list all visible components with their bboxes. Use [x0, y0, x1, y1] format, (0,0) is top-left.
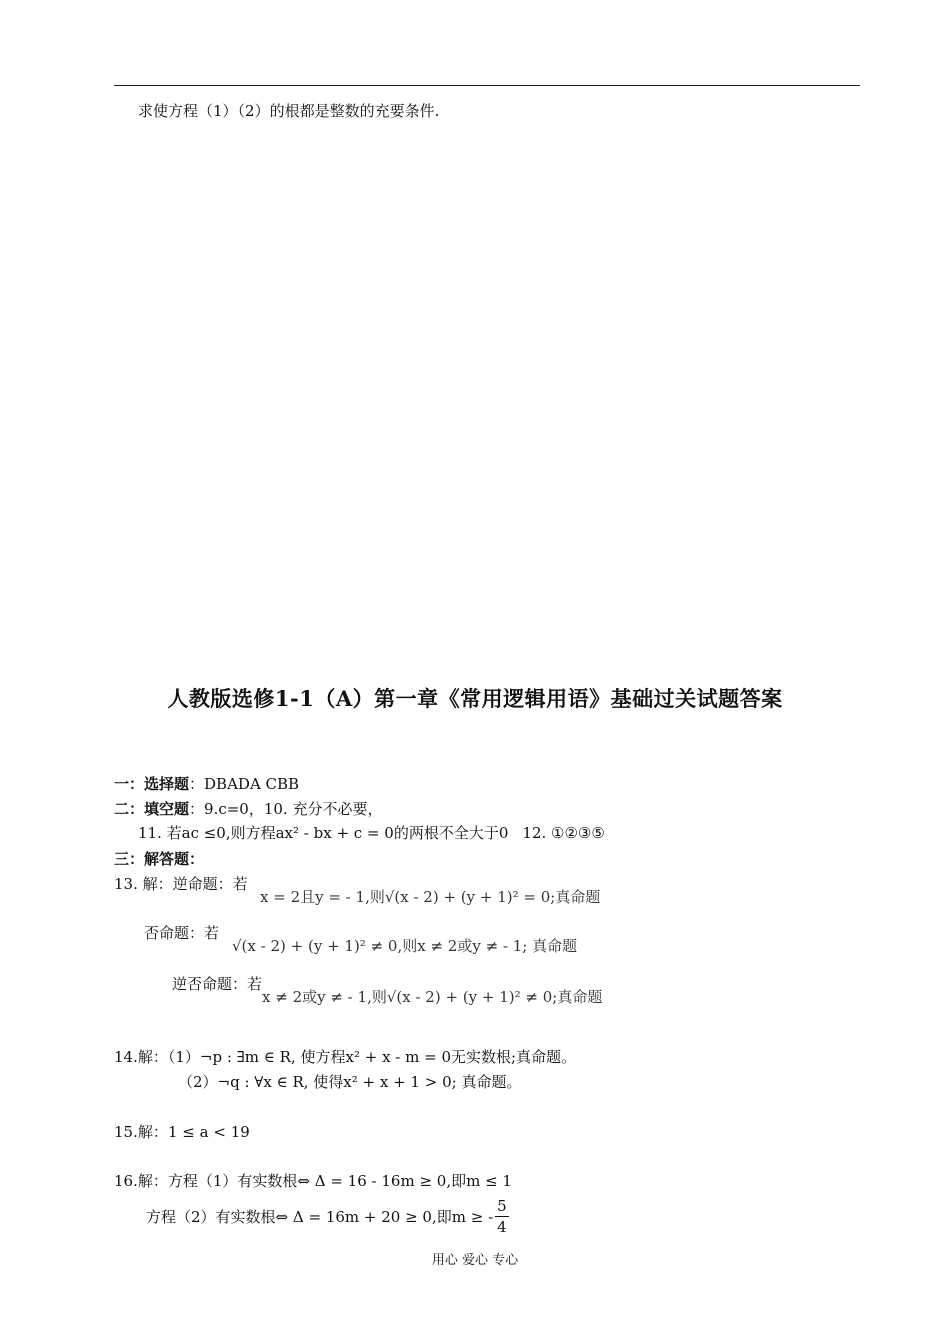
- q13-converse: x = 2且y = - 1,则√(x - 2) + (y + 1)² = 0;真命题: [260, 888, 601, 906]
- q14-line1: [114, 1046, 576, 1067]
- section-choice-answers: DBADA CBB: [204, 775, 300, 793]
- colon: ：: [189, 800, 205, 818]
- q13-inverse: √(x - 2) + (y + 1)² ≠ 0,则x ≠ 2或y ≠ - 1; 真命题: [232, 937, 578, 955]
- colon: ：: [189, 850, 205, 868]
- q13-contrapositive: x ≠ 2或y ≠ - 1,则√(x - 2) + (y + 1)² ≠ 0;真命题: [262, 988, 603, 1006]
- q16-lead2: 方程（2）有实数根: [146, 1208, 276, 1226]
- section-fill-label: 二：填空题: [114, 800, 190, 818]
- fraction-denominator: 4: [497, 1218, 507, 1236]
- section-fill: [114, 798, 382, 819]
- q13-inverse-label: 否命题：若: [144, 924, 220, 942]
- q16-lead: 16.解：方程（1）有实数根: [114, 1172, 298, 1190]
- q14-lead2: （2）: [178, 1073, 218, 1091]
- q14-lead: 14.解：（1）: [114, 1048, 200, 1066]
- answer-11-12: [138, 822, 605, 843]
- q16-line1: [114, 1170, 512, 1191]
- fraction-numerator: 5: [497, 1197, 507, 1215]
- q14-part1: ¬p : ∃m ∈ R, 使方程x² + x - m = 0无实数根;真命题。: [199, 1048, 577, 1066]
- page-title: 人教版选修1-1（A）第一章《常用逻辑用语》基础过关试题答案: [167, 686, 783, 711]
- q15-answer: 1 ≤ a < 19: [168, 1123, 250, 1141]
- q14-part2: ¬q : ∀x ∈ R, 使得x² + x + 1 > 0; 真命题。: [217, 1073, 522, 1091]
- colon: ：: [189, 775, 205, 793]
- section-choice: [114, 773, 299, 794]
- q13-contrapositive-label: 逆否命题：若: [172, 975, 263, 993]
- section-solve-label: 三：解答题: [114, 850, 190, 868]
- section-fill-answers: 9.c=0，10. 充分不必要，: [204, 800, 383, 818]
- problem-statement: 求使方程（1）（2）的根都是整数的充要条件.: [138, 102, 440, 120]
- answer-12: 12. ①②③⑤: [522, 824, 605, 842]
- q16-part1: ⇔ Δ = 16 - 16m ≥ 0,即m ≤ 1: [297, 1172, 512, 1190]
- q16-part2: ⇔ Δ = 16m + 20 ≥ 0,即m ≥ -: [275, 1208, 494, 1226]
- answer-11: 11. 若ac ≤0,则方程ax² - bx + c = 0的两根不全大于0: [138, 824, 509, 842]
- page-footer: 用心 爱心 专心: [431, 1253, 519, 1268]
- q15-lead: 15.解：: [114, 1123, 168, 1141]
- q13-lead: 13. 解：逆命题：若: [114, 875, 248, 893]
- section-choice-label: 一：选择题: [114, 775, 190, 793]
- q14-line2: [178, 1071, 521, 1092]
- section-solve: [114, 848, 204, 869]
- q16-line2: [146, 1196, 509, 1237]
- fraction: [495, 1196, 509, 1237]
- header-rule: [114, 85, 860, 86]
